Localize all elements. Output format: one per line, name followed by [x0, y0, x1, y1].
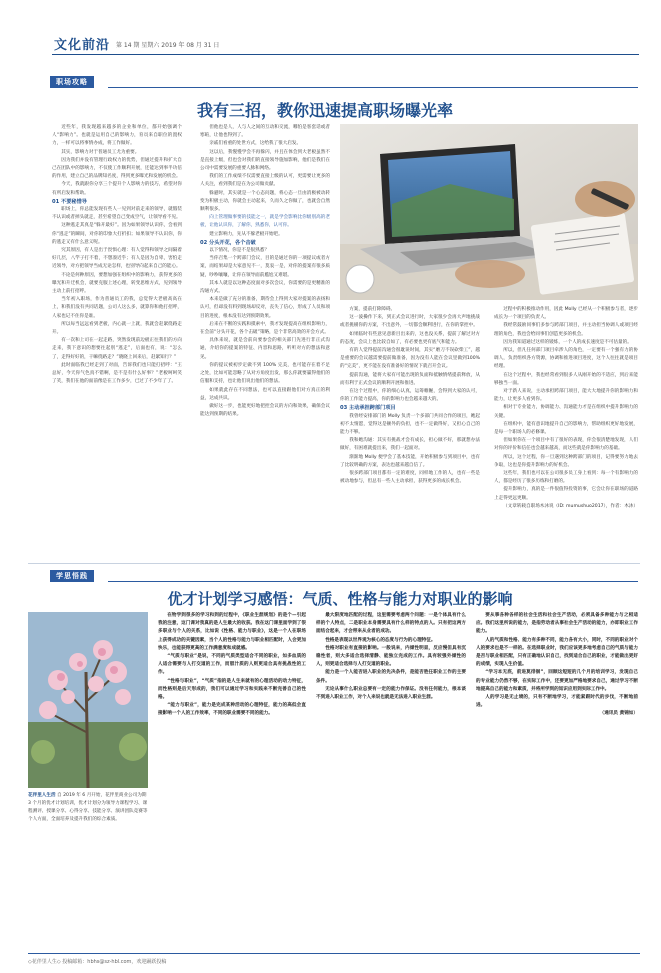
- paragraph: 很多跨部门项目都有一定的难度，同样地工作的人，也有一些是被动地参与，但总有一些人主动承担，获得更多的成长机会。: [340, 471, 480, 485]
- article-title: 我有三招，教你迅速提高职场曝光率: [196, 101, 453, 120]
- paragraph: 但他也是人，人与人之间的互动和交流，哪怕是客套话或者寒暄，让他也得到了。: [200, 125, 330, 139]
- paragraph: 我们的工作成绩不仅需要直接上级的认可，更需要让更多的人关注，看到我们是在为公司做贡献。: [200, 174, 330, 188]
- paragraph: 此时面临我已经走到了对面，告诉我们也只能打招呼：“王总好，今天你气色真不错啊，是不是有什么好事？”老板呵呵笑了笑，我们在他的面前像是在工作多少，已过了不少年了了。: [52, 362, 182, 385]
- article2-column-3: [476, 612, 638, 948]
- paragraph: 所以，但凡任何部门项目牵涉人的角色，一定要有一个强有力的协调人，负责组织各方资源，协调和推进项目进度，这个人往往就是项目经理。: [494, 348, 638, 370]
- paragraph: “能力与职业”，能力是完成某种活动的心理特征，能力的高低会直接影响一个人的工作效率，不同的职业需要不同的能力。: [158, 703, 306, 717]
- paragraph: 人的学习是无止境的，只有不断地学习，才能紧跟时代的步伐，不断地前进。: [476, 695, 638, 709]
- article2-column-1: [158, 612, 306, 948]
- article-photo: [340, 124, 638, 300]
- paragraph: 职场上，你总能发现有些人一见到对前走来的领导，就假装不认识或者掉头就走，甚至希望自己变成空气，让领导看不见。: [52, 207, 182, 221]
- paragraph: 我经常鼓励同事们多参与跨部门项目，并主动担当协调人或项目经理的角色，我也会给同事们创造更多的机会。: [494, 323, 638, 337]
- article1-column-1: [52, 124, 182, 554]
- paragraph: 躲避时，其实就是一个心态问题，将心态一旦由消极被动转变为积极主动，你就会主动起来，久而久之你做了，也就会自然顺利很多。: [200, 190, 330, 213]
- article1-column-3: [340, 306, 480, 556]
- footer-rule: [28, 953, 640, 954]
- paragraph: 所以每当远远看到老板，内心就一上就，我就会赶紧绕路走开。: [52, 321, 182, 336]
- section-tag-career: 职场攻略: [50, 76, 94, 88]
- paragraph: 因为我们并没有管理行政权力的优势，但通过提升和扩大自己在团队中的影响力，不仅使工作顺利开展，还能达到事半功倍的作用，建立自己的品牌知名度，得到更多曝光和发展的机会。: [52, 157, 182, 180]
- paragraph: “性格与职业”，“气质”指的是人生来就有的心理活动的动力特征，而性格则是后天形成的，我们可以通过学习和实践来不断完善自己的性格。: [158, 678, 306, 701]
- paragraph: 近些年，我发现越来越多的企业和单位，都开始强调个人“影响力”。也就是运用自己的影响力，育员来自职位的置权力，一样可以将事情办成，将工作做好。: [52, 125, 182, 147]
- paragraph: 如果就此存在不同想法，也可以直接跟他们对方真正的利益，达成共识。: [200, 387, 330, 401]
- photo-caption: [28, 792, 148, 942]
- paragraph: 人的气质和性格、能力有多种不同，能力各有大小，同时，不同的职业对个人的要求也是不一样的。在选择职业时，我们应该更多地考虑自己的气质与能力是否与职业相匹配，只有正确地认识自己，找到适合自己的职业，才能做出更好的成绩，实现人生价值。: [476, 637, 638, 668]
- paragraph: 你的提议被初步定做不到 100% 完美，也可能存在着不足之处，比如可能忽略了从对方角度出发，那么你就要赢得他们的信服和支持，也让他们说出他们的想法。: [200, 362, 330, 385]
- paragraph: 这种逃走其真是“躲开最好”。因为如果领导认识你，会看到你“逃走”的瞬间，对你的印象大打折扣；如果领导不认识你，你的逃走又有什么意义呢。: [52, 223, 182, 245]
- paragraph: 有的人觉得提前沟通会很耽误时间，其实“磨刀不误砍柴工”，越是重要的会议越需要提前做准备，因为没有人能在会议里做到100%的“完美”，更不能在没有准备好的情况下就召开会议。: [340, 348, 480, 370]
- article1-column-2: [200, 124, 330, 554]
- paragraph: 今天，我就跟你分享三个提升个人影响力的技巧，希望对你有所启发和帮助。: [52, 182, 182, 196]
- paragraph: 在物学到很多的学习和到的过程中，《职业生涯规划》的是个—引起我的注意，这门课对我真的是人生最大的收获。我在这门课里面学到了很多职业与个人的关系，比如说《性格、能力与职业》，这是一个人在职场上获得成功的关键因素，当个人的性格与能力与职业相匹配时，人会更加快乐，也能获得更高的工作满意度和成就感。: [158, 613, 306, 651]
- paragraph: 这一波操作下来，到正式会议进行时，大家很少会再大声地挑战或者挑剔你的方案，不出意外，一切都会顺利进行，在你的掌控中。: [340, 315, 480, 329]
- paragraph: 对于新人来说，主动承担跨部门项目，能大大地提升你的影响力和能力，让更多人看到你。: [494, 389, 638, 403]
- section-tag-study: 学思悟践: [50, 570, 94, 582]
- paragraph: 提前沟通，能将大家有可能出现的负面和抵触情绪提前释放，从而有利于正式会议的顺利开展和推进。: [340, 372, 480, 386]
- paragraph: “学习本无底，前进莫徘徊”，回顾这短短的几个月的培训学习，发现自己的专业能力仍然不够，在实际工作中，还要更加严格地要求自己，通过学习不断地提高自己的能力和素质，并将所学到的知识应用到实际工作中。: [476, 670, 638, 692]
- paragraph: 性格是表现以世界观为核心的态度与行为的心理特征。: [325, 637, 436, 643]
- footer-text: ◇花伴里人生◇ 投稿邮箱：hbhs@sz-hbl.com，欢迎踊跃投稿: [28, 959, 167, 965]
- paragraph: 有一次和上司在一起走路，突然发现前边板正往我们的方向走来，我下意识的想要往起别“逃走”，后面也有，说：“怎么了，走得好好的，干嘛绕路走？”晓晓上回来后，赶紧知行？”: [52, 338, 182, 360]
- paragraph: 建立影响力，先从不躲老板开始吧。: [209, 231, 283, 237]
- paragraph: 不论是何种原因，要想加强在组织中的影响力，获得更多的曝光和升迁机会，就要克服上述心理，转变思维方式，见到领导主动上前打招呼。: [52, 272, 182, 295]
- caption-title: 花伴里人生活: [28, 793, 56, 798]
- paragraph: 后来在不断的实践和摸索中，我才发现提高在组织影响力，在会前“分头开花，各个击破”策略，是个非常高效的开会方式。: [200, 321, 330, 336]
- paragraph: 相对于专业能力，协调能力、沟通能力才是在组织中提升影响力的关键。: [494, 405, 638, 419]
- paragraph: 提升影响力，真的是一件很值得投资的事，它会让你在职场的道路上走得更远更顺。: [494, 487, 638, 501]
- subheading-3: 03 主动承担跨部门项目: [340, 405, 396, 412]
- paragraph: 以下情况，你是不是很熟悉？: [209, 248, 269, 254]
- paragraph: 方案，提前打除障碍。: [349, 307, 396, 312]
- article2-title: 优才计划学习感悟：气质、性格与能力对职业的影响: [167, 590, 513, 608]
- paragraph: 如果临时有些意见意新目出来的，这也没关系，提前了解过对方的态度，会议上也比较自如了，有必要也更有底气和能力。: [340, 331, 480, 345]
- paragraph: 具体来说，就是会前向要参会的相关部门先进行非正式沟通，介绍你的提案的特征、内容和思路，听听对方的想法和意见。: [200, 338, 330, 360]
- article-source: （文章转载自职场木沐说（ID: mumushuo2017），作者：木沐）: [503, 503, 638, 509]
- paragraph: 但如果你在一个项目中有了很好的表现，你会很清楚地发现，人们对你的评价和信任也会越来越高，而这些就是你影响力的基础。: [494, 438, 638, 452]
- laptop-desk-photo: [340, 124, 638, 300]
- paragraph: 我曾经安排部门的 Molly 负责一个多部门共同合作的项目，她起初不太情愿，觉得这是额外的负担，也不一定做得好，又担心自己的能力不够。: [340, 413, 480, 436]
- paragraph: 过程中的积极推动作用，因此 Molly 已经从一个积极参与者，逐步成长为一个项目的负责人。: [494, 307, 638, 321]
- paragraph: 其实，影响力对于普通员工尤为重要。: [61, 149, 140, 155]
- paragraph: 做好这一步，也能更好地把控会议的方向和效果，确保会议能达到预期的结果。: [200, 403, 330, 418]
- article2-author: （通讯员 黄锦如）: [599, 711, 638, 717]
- paragraph: 在组织中，能有意识地提升自己的影响力，帮助组织更好地发展，是每一个职场人的必修课。: [494, 421, 638, 436]
- paragraph: 当你召集一个跨部门会议，目的是通过你的一项提议或者方案，而结果却是大家意见不一，莫衷一是，对你的提案有很多质疑，吵吵嚷嚷，让你在领导面前尴尬又难堪。: [200, 256, 330, 278]
- paragraph: 所以，这个过程，你一旦遇到这种跨部门的项目，记得要努力地去争取，这也是你提升影响力的好机会。: [494, 454, 638, 468]
- paragraph: 亲戚们看重的处世方式，这给我了很大启发。: [209, 141, 302, 147]
- paragraph: 渐渐地 Molly 便学会了基本技能，开始积极参与到项目中，也有了比较明确的方案，表达也越来越自信了。: [340, 454, 480, 468]
- paragraph: 能力是一个人能否进入职业的先决条件，是能否胜任职业工作的主要条件。: [316, 670, 466, 684]
- paragraph: 因为我知道通过这样的锻炼，一个人的成长速度是不可估量的。: [503, 339, 632, 345]
- article2-photo: [28, 612, 148, 788]
- caption-text: 自 2019 年 6 月开始，花伴里商业公司为期 3 个月的优才计划培训，优才计划分为领导力课程学习、课程测评、授课分享、心得分享、技能分享、演讲团队竞赛等个人方面，全面培养及提升我们的综合素质。: [28, 793, 148, 822]
- flower-photo: [28, 612, 148, 788]
- paragraph: 性格对职业有直接的影响。一般说来，内倾性明显，反应慢但具有沉稳性者，则大多适合选择清静、能独立完成的工作。具有较强外倾性的人，则更适合选择与人打交道的职业。: [316, 645, 466, 668]
- section-tag-rule: [108, 581, 638, 582]
- paragraph: 最大限度地匹配的过程，这里需要考虑两个问题：一是个体具有什么样的个人特点，二是职业本身需要具有什么样的特点的人。只有把这两方面结合起来，才会带来从业者的成功。: [316, 613, 466, 635]
- subheading-1: 01 不要秘惜导: [52, 198, 87, 205]
- paragraph: 当年初入职场，作为普通员工的我，总觉得大老板高高在上，和我们没有共同话题，公司人这么多，就算你和他打招呼，人家也记不住你是谁。: [52, 297, 182, 319]
- article1-column-4: [494, 306, 638, 556]
- section-tag-rule: [108, 87, 638, 88]
- subheading-2: 02 分头开花，各个击破: [200, 239, 256, 246]
- paragraph: 在这个过程中，你的细心认真，运筹帷幄，会得到大家的认可，你的工作能力提高，你的影响力也会越来越大的。: [340, 389, 480, 403]
- paragraph: 这些年，我们也可以在公司很多员工身上看到：每一个有影响力的人，都是经历了很多历练和打磨的。: [494, 471, 638, 485]
- section-divider: [28, 563, 640, 564]
- paragraph: 无论从事什么职业总要有一定的能力作保证。没有任何能力，根本谈不到进入职业工作，对个人来说也就是无法进入职业生涯。: [316, 686, 466, 701]
- masthead: [24, 30, 639, 62]
- paragraph: 我和她沟通：其实有挑战才会有成长，担心做不好，那就想办法做好，有困难就提出来，我们一起面对。: [340, 438, 480, 452]
- paragraph: 要从事各种各样的社会生活和社会生产活动，必须具备多种能力与之相适应。我们这里所说的能力，是指劳动者从事社会生产活动的能力，亦即职业工作能力。: [476, 613, 638, 635]
- highlight-quote: 向上管理做事要的技能之一，就是学会影响比你级别高的老板，让他认识你，了解你，熟悉你，认可你。: [200, 215, 330, 229]
- paragraph: 在这个过程中，我也经常看到很多人从刚开始的不适应，到后来能够独当一面。: [494, 372, 638, 386]
- paragraph: “气质与职业”是说，不同的气质类型适合不同的职业，如多血质的人适合需要与人打交道的工作，而胆汁质的人则更适合具有挑战性的工作。: [158, 654, 306, 676]
- paragraph: 这以后，我慢慢学会不再躲闪，并且在体会到大老板虽然不是直接上级，但也会对我们的直接领导施加影响，他们是我们在公司中需要发展的重要人脉和网络。: [200, 149, 330, 172]
- issue-meta: 第 14 期 星期六 2019 年 08 月 31 日: [116, 42, 220, 49]
- masthead-rule: [52, 54, 639, 55]
- paragraph: 究其原因，有人是出于畏惧心理：有人觉得和领导之间隔着好几层，八竿子打不着，不想凑近乎；有人是因为自卑，害怕走近领导，对方把领导当成无论怎样，也别导向起来自己的能心。: [52, 248, 182, 270]
- section-logo: 文化前沿: [54, 38, 111, 53]
- paragraph: 本来是做了充分的准备，期待会上得到大家对提案的表扬和认可，但却没有料到现场却反对，丧失了信心，形成了人员和项目的进度，根本没有达到预期效果。: [200, 297, 330, 319]
- paragraph: 其本人就是以这种态度面对多次会议，你需要的是更精准的沟通方式。: [200, 280, 330, 295]
- article2-column-2: [316, 612, 466, 948]
